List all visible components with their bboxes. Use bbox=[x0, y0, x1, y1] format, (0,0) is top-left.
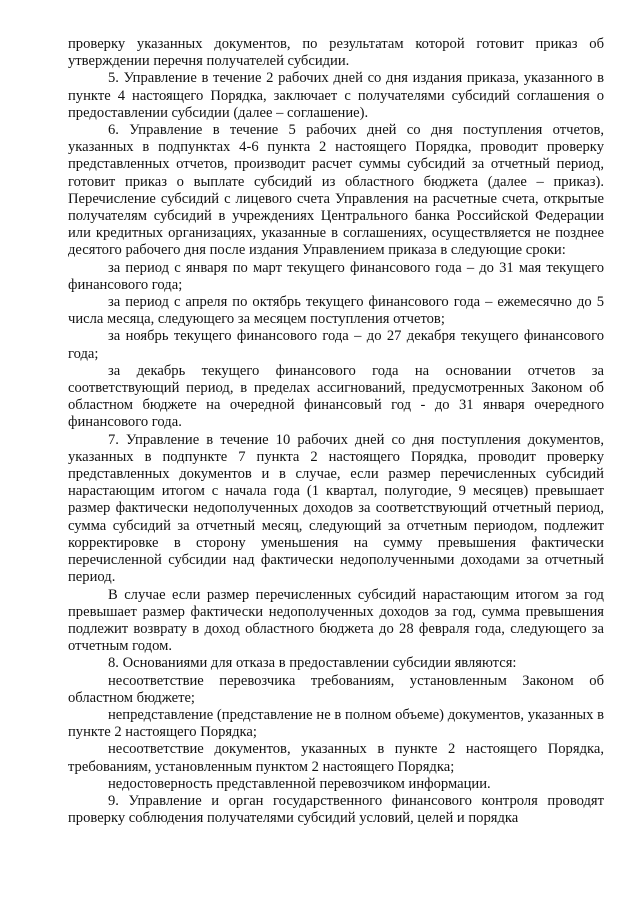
paragraph-item-6: 6. Управление в течение 5 рабочих дней со дня поступления отчетов, указанных в подпунктах 4-6 пункта 2 настоящего Порядка, проводит проверку представленных отчетов, производит расчет суммы субсидий за отчетный период, готовит приказ о выплате субсидий из областного бюджета (далее – приказ). Перечисление субсидий с лицевого счета Управления на расчетные счета, открытые получателям субсидий в учреждениях Центрального банка Российской Федерации или кредитных организациях, указанные в соглашениях, осуществляется не позднее десятого рабочего дня после издания Управлением приказа в следующие сроки: bbox=[68, 122, 604, 259]
paragraph-term-december: за декабрь текущего финансового года на основании отчетов за соответствующий период, в пределах ассигнований, предусмотренных Законом об областном бюджете на очередной финансовый год - до 31 января очередного финансового года. bbox=[68, 362, 604, 431]
document-page bbox=[68, 36, 604, 827]
paragraph-excess-return: В случае если размер перечисленных субсидий нарастающим итогом за год превышает размер фактически недополученных доходов за год, сумма превышения подлежит возврату в доход областного бюджета до 28 февраля года, следующего за отчетным годом. bbox=[68, 586, 604, 655]
paragraph-item-7: 7. Управление в течение 10 рабочих дней со дня поступления документов, указанных в подпункте 7 пункта 2 настоящего Порядка, проводит проверку представленных документов и в случае, если размер перечисленных субсидий нарастающим итогом с начала года (1 квартал, полугодие, 9 месяцев) превышает размер фактически недополученных доходов за соответствующий отчетный период, сумма субсидий за отчетный месяц, следующий за отчетным периодом, подлежит корректировке в сторону уменьшения на сумму превышения фактически перечисленной субсидии над фактически недополученными доходами за отчетный период. bbox=[68, 431, 604, 586]
paragraph-continuation: проверку указанных документов, по результатам которой готовит приказ об утверждении перечня получателей субсидии. bbox=[68, 36, 604, 70]
paragraph-item-8: 8. Основаниями для отказа в предоставлении субсидии являются: bbox=[108, 655, 517, 672]
paragraph-term-jan-mar: за период с января по март текущего финансового года – до 31 мая текущего финансового года; bbox=[68, 259, 604, 293]
paragraph-term-apr-oct: за период с апреля по октябрь текущего финансового года – ежемесячно до 5 числа месяца, следующего за месяцем поступления отчетов; bbox=[68, 294, 604, 328]
paragraph-item-5: 5. Управление в течение 2 рабочих дней со дня издания приказа, указанного в пункте 4 настоящего Порядка, заключает с получателями субсидий соглашения о предоставлении субсидии (далее – соглашение). bbox=[68, 70, 604, 121]
paragraph-refusal-reason-1: несоответствие перевозчика требованиям, установленным Законом об областном бюджете; bbox=[68, 672, 604, 706]
paragraph-refusal-reason-4: недостоверность представленной перевозчиком информации. bbox=[108, 775, 491, 792]
paragraph-refusal-reason-2: непредставление (представление не в полном объеме) документов, указанных в пункте 2 настоящего Порядка; bbox=[68, 706, 604, 741]
paragraph-item-9: 9. Управление и орган государственного финансового контроля проводят проверку соблюдения получателями субсидий условий, целей и порядка bbox=[68, 792, 604, 827]
paragraph-term-november: за ноябрь текущего финансового года – до 27 декабря текущего финансового года; bbox=[68, 328, 604, 362]
paragraph-refusal-reason-3: несоответствие документов, указанных в пункте 2 настоящего Порядка, требованиям, установленным пунктом 2 настоящего Порядка; bbox=[68, 741, 604, 775]
